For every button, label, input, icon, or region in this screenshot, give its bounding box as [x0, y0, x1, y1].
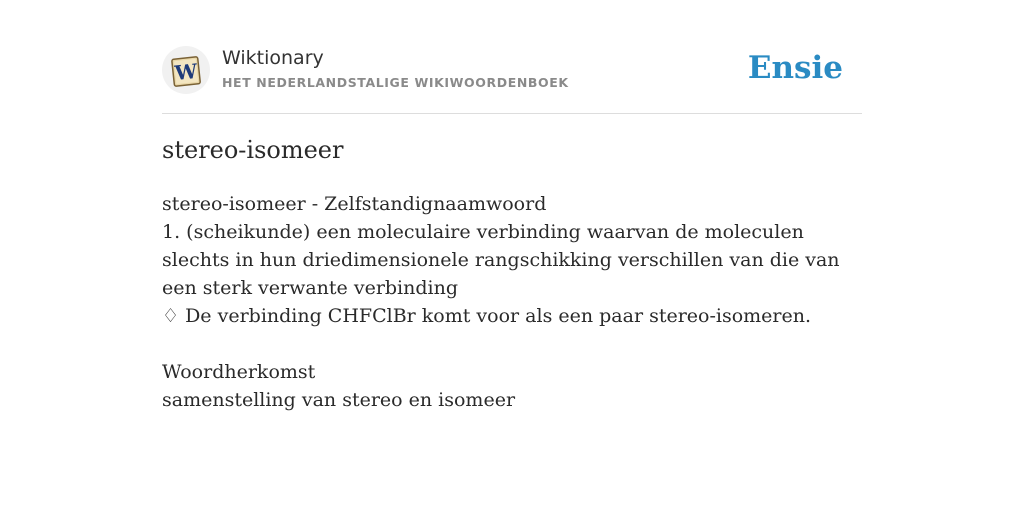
- spacer: [162, 330, 862, 358]
- etymology-text: samenstelling van stereo en isomeer: [162, 389, 516, 411]
- example-sentence: ♢ De verbinding CHFClBr komt voor als een paar stereo-isomeren.: [162, 305, 812, 327]
- part-of-speech-line: stereo-isomeer - Zelfstandignaamwoord: [162, 193, 547, 215]
- site-header: [162, 46, 862, 96]
- etymology-heading: Woordherkomst: [162, 361, 316, 383]
- entry-content: [162, 190, 862, 414]
- logo-letter: W: [173, 58, 199, 86]
- site-subtitle: HET NEDERLANDSTALIGE WIKIWOORDENBOEK: [222, 75, 569, 90]
- ensie-logo[interactable]: Ensie: [747, 50, 843, 86]
- site-name[interactable]: Wiktionary: [222, 47, 324, 69]
- definition: 1. (scheikunde) een moleculaire verbinding waarvan de moleculen slechts in hun driedimensionele rangschikking verschillen van die van een sterk verwante verbinding: [162, 221, 840, 299]
- page-title: stereo-isomeer: [162, 136, 344, 164]
- header-divider: [162, 113, 862, 114]
- wiktionary-logo-icon[interactable]: [162, 46, 210, 94]
